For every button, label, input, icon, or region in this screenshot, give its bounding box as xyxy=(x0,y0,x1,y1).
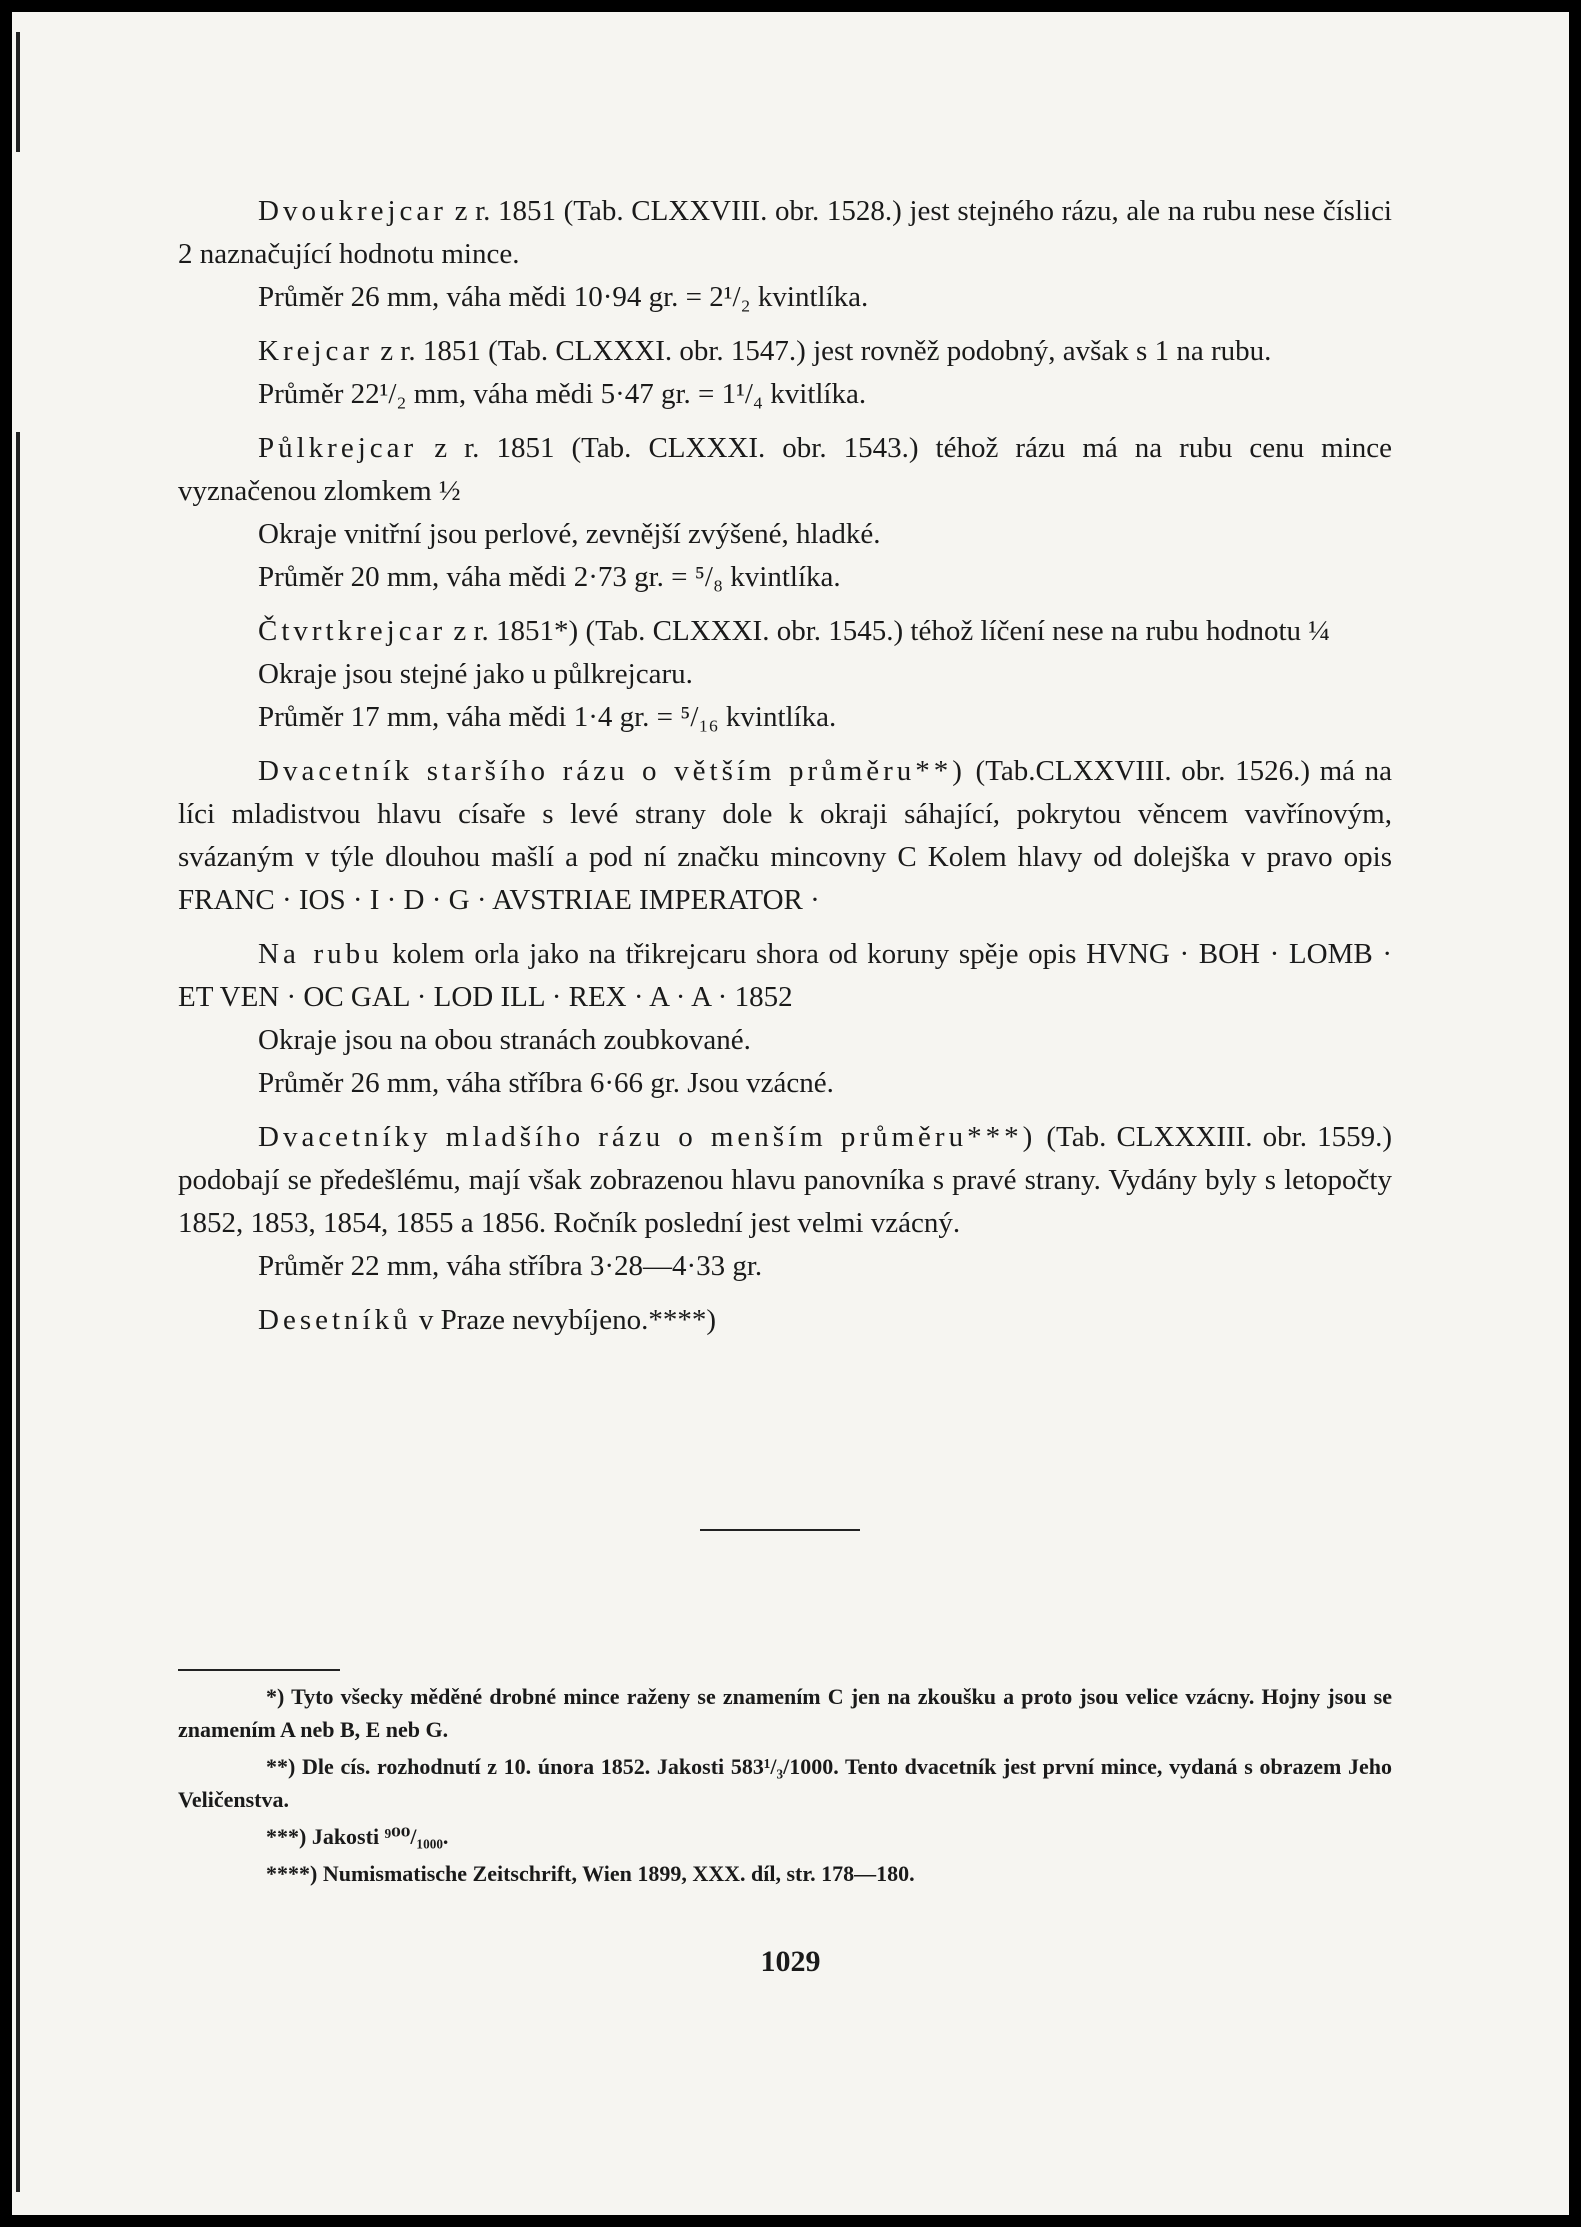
main-text xyxy=(178,190,1392,1342)
paragraph-na-rubu xyxy=(178,933,1392,1019)
paragraph-text: (Tab. CLXXXIII. obr. 1559.) podobají se předešlému, mají však zobrazenou hlavu panovníka s pravé strany. Vydány byly s letopočty 1852, 1853, 1854, 1855 a 1856. Ročník poslední jest velmi vzácný. xyxy=(178,1121,1392,1239)
scan-edge-mark xyxy=(16,32,20,152)
paragraph-head: Desetníků xyxy=(258,1304,412,1336)
detail-line: Okraje jsou stejné jako u půlkrejcaru. xyxy=(258,658,693,690)
footnote-divider xyxy=(178,1669,340,1671)
paragraph-text: v Praze nevybíjeno.****) xyxy=(411,1304,717,1336)
page-number: 1029 xyxy=(760,1945,821,1978)
detail-line: Průměr 22¹/₂ mm, váha mědi 5·47 gr. = 1¹/₄ kvitlíka. xyxy=(258,378,867,410)
section-divider xyxy=(700,1529,860,1531)
paragraph-text: kolem orla jako na třikrejcaru shora od koruny spěje opis HVNG · BOH · LOMB · ET VEN · OC GAL · LOD ILL · REX · A · A · 1852 xyxy=(178,938,1392,1013)
footnote: ****) Numismatische Zeitschrift, Wien 1899, XXX. díl, str. 178—180. xyxy=(266,1861,915,1886)
paragraph-pulkrejcar xyxy=(178,427,1392,513)
detail-line: Okraje jsou na obou stranách zoubkované. xyxy=(258,1024,751,1056)
paragraph-desetniku xyxy=(178,1299,1392,1342)
footnotes xyxy=(178,1680,1392,1894)
footnote: ***) Jakosti ⁹⁰⁰/₁₀₀₀. xyxy=(266,1824,449,1849)
paragraph-head: Dvoukrejcar xyxy=(258,195,447,227)
paragraph-dvacetniky-mladsi xyxy=(178,1116,1392,1245)
paragraph-text: z r. 1851 (Tab. CLXXXI. obr. 1547.) jest rovněž podobný, avšak s 1 na rubu. xyxy=(372,335,1272,367)
detail-line: Průměr 26 mm, váha mědi 10·94 gr. = 2¹/₂ kvintlíka. xyxy=(258,281,869,313)
paragraph-text: z r. 1851 (Tab. CLXXVIII. obr. 1528.) jest stejného rázu, ale na rubu nese číslici 2 naznačující hodnotu mince. xyxy=(178,195,1392,270)
paragraph-dvoukrejcar xyxy=(178,190,1392,276)
footnote: *) Tyto všecky měděné drobné mince raženy se znamením C jen na zkoušku a proto jsou velice vzácny. Hojny jsou se znamením A neb B, E neb G. xyxy=(178,1684,1392,1742)
paragraph-text: (Tab.CLXXVIII. obr. 1526.) má na líci mladistvou hlavu císaře s levé strany dole k okraji sáhající, pokrytou věncem vavřínovým, svázaným v týle dlouhou mašlí a pod ní značku mincovny C Kolem hlavy od dolejška v pravo opis FRANC · IOS · I · D · G · AVSTRIAE IMPERATOR · xyxy=(178,755,1393,916)
scan-edge-line xyxy=(16,432,20,2192)
detail-line: Průměr 26 mm, váha stříbra 6·66 gr. Jsou vzácné. xyxy=(258,1067,834,1099)
detail-line: Průměr 17 mm, váha mědi 1·4 gr. = ⁵/₁₆ kvintlíka. xyxy=(258,701,837,733)
paragraph-ctvrtkrejcar xyxy=(178,610,1392,653)
paragraph-head: Dvacetníky mladšího rázu o menším průměru***) xyxy=(258,1121,1037,1153)
paragraph-dvacetnik-starsi xyxy=(178,750,1392,922)
paragraph-head: Krejcar xyxy=(258,335,373,367)
page-sheet xyxy=(12,12,1569,2215)
paragraph-head: Na rubu xyxy=(258,938,383,970)
paragraph-head: Dvacetník staršího rázu o větším průměru**) xyxy=(258,755,966,787)
footnote: **) Dle cís. rozhodnutí z 10. února 1852. Jakosti 583¹/₃/1000. Tento dvacetník jest první mince, vydaná s obrazem Jeho Veličenstva. xyxy=(178,1754,1392,1812)
paragraph-krejcar xyxy=(178,330,1392,373)
detail-line: Okraje vnitřní jsou perlové, zevnější zvýšené, hladké. xyxy=(258,518,881,550)
paragraph-text: z r. 1851*) (Tab. CLXXXI. obr. 1545.) téhož líčení nese na rubu hodnotu ¼ xyxy=(446,615,1331,647)
detail-line: Průměr 20 mm, váha mědi 2·73 gr. = ⁵/₈ kvintlíka. xyxy=(258,561,841,593)
paragraph-text: z r. 1851 (Tab. CLXXXI. obr. 1543.) téhož rázu má na rubu cenu mince vyznačenou zlomkem ½ xyxy=(178,432,1392,507)
paragraph-head: Čtvrtkrejcar xyxy=(258,615,447,647)
detail-line: Průměr 22 mm, váha stříbra 3·28—4·33 gr. xyxy=(258,1250,763,1282)
paragraph-head: Půlkrejcar xyxy=(258,432,418,464)
